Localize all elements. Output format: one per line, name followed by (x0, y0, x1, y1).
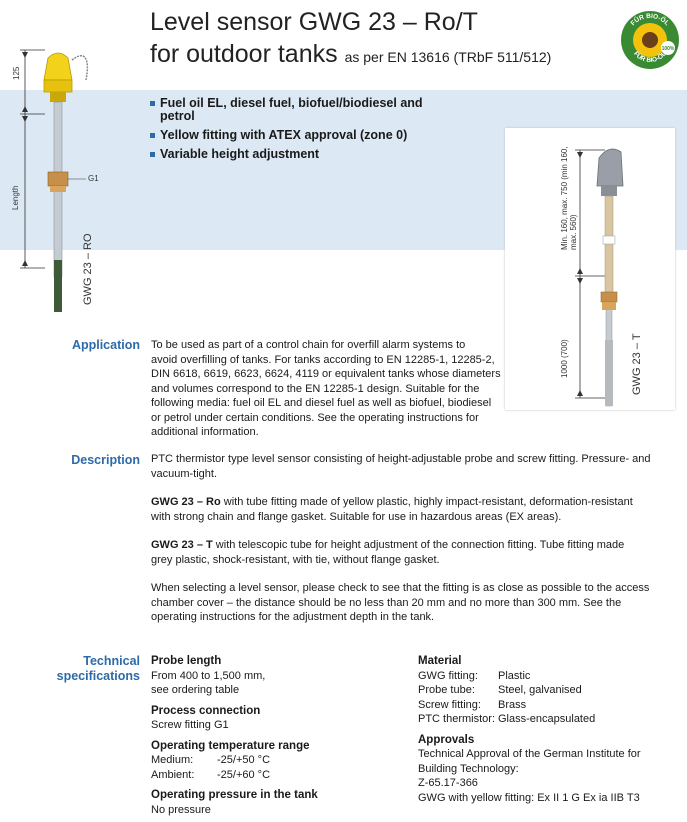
dim-length-label: Length (11, 185, 20, 210)
description-heading: Description (71, 453, 140, 467)
t-model-label: GWG 23 – T (151, 539, 213, 551)
feature-item: Variable height adjustment (150, 148, 460, 161)
dim-top-range-label: Min. 160, max. 750 (min 160, max. 560) (560, 146, 578, 250)
feature-list (150, 97, 460, 167)
feature-item: Fuel oil EL, diesel fuel, biofuel/biodiesel and petrol (150, 97, 460, 123)
material-title: Material (418, 655, 462, 667)
pressure-title: Operating pressure in the tank (151, 789, 318, 801)
page-subtitle (150, 40, 551, 69)
product-figure-ro (0, 40, 120, 315)
subtitle-standard: as per EN 13616 (TRbF 511/512) (344, 49, 552, 65)
badge-percent: 100% (661, 46, 675, 52)
probe-length-title: Probe length (151, 655, 222, 667)
badge-text-bottom: FÜR BIO-ÖL (632, 50, 668, 65)
subtitle-main: for outdoor tanks (150, 40, 338, 68)
product-figure-t (505, 128, 675, 410)
dim-top-label: 125 (12, 66, 21, 80)
page-title: Level sensor GWG 23 – Ro/T (150, 8, 478, 36)
model-ro-label: GWG 23 – RO (82, 233, 94, 305)
specs-right-column: Material GWG fitting: Plastic Probe tube: Steel, galvanised Screw fitting: Brass PTC thermistor: Glass-encapsulated Approvals Technical Approval of the German Institute for Building Technology: Z-65.17-366 GWG with yellow fitting: Ex II 1 G Ex ia IIB T3 (418, 654, 683, 805)
temperature-title: Operating temperature range (151, 739, 310, 752)
temperature-table: Medium: -25/+50 °C Ambient: -25/+60 °C (151, 754, 271, 781)
bio-oil-badge (620, 10, 680, 70)
technical-heading: Technical specifications (56, 654, 140, 683)
process-connection-title: Process connection (151, 704, 261, 717)
application-text: To be used as part of a control chain for overfill alarm systems to avoid overfilling of tanks. For tanks according to EN 12285-1, 12285-2, DIN 6618, 6619, 6623, 6624, 4119 or equivalent tanks whose diameters and volumes correspond to the EN 12285-1 design. Suitable for the following media: fuel oil EL and diesel fuel as well as biofuel, biodiesel or petrol under certain conditions. See the operating instructions for additional information. (151, 339, 501, 438)
specs-left-column: Probe length From 400 to 1,500 mm, see ordering table Process connection Screw fitting G1 Operating temperature range Medium: -25/+50 °C Ambient: -25/+60 °C Operating pressure in the tank No pressure (151, 654, 411, 817)
feature-item: Yellow fitting with ATEX approval (zone 0) (150, 129, 460, 142)
description-text: PTC thermistor type level sensor consisting of height-adjustable probe and screw fitting. Pressure- and vacuum-tight. GWG 23 – Ro with tube fitting made of yellow plastic, highly impact-resistant, deformation-resistant with strong chain and flange gasket. Suitable for use in hazardous areas (EX areas). GWG 23 – T with telescopic tube for height adjustment of the connection fitting. Tube fitting made grey plastic, shock-resistant, with tie, without flange gasket. When selecting a level sensor, please check to see that the fitting is as close as possible to the access chamber cover – the distance should be no less than 20 mm and no more than 300 mm. See the operating instructions for the adjustment depth in the tank. (151, 453, 651, 623)
application-heading: Application (71, 338, 140, 352)
dim-bottom-label: 1000 (700) (560, 339, 569, 378)
approvals-title: Approvals (418, 733, 475, 746)
thread-label: G1 (88, 174, 99, 183)
ro-model-label: GWG 23 – Ro (151, 496, 221, 508)
badge-text-top: FÜR BIO-ÖL (629, 12, 671, 28)
material-table: GWG fitting: Plastic Probe tube: Steel, galvanised Screw fitting: Brass PTC thermistor: Glass-encapsulated (418, 669, 596, 725)
model-t-label: GWG 23 – T (631, 333, 643, 395)
